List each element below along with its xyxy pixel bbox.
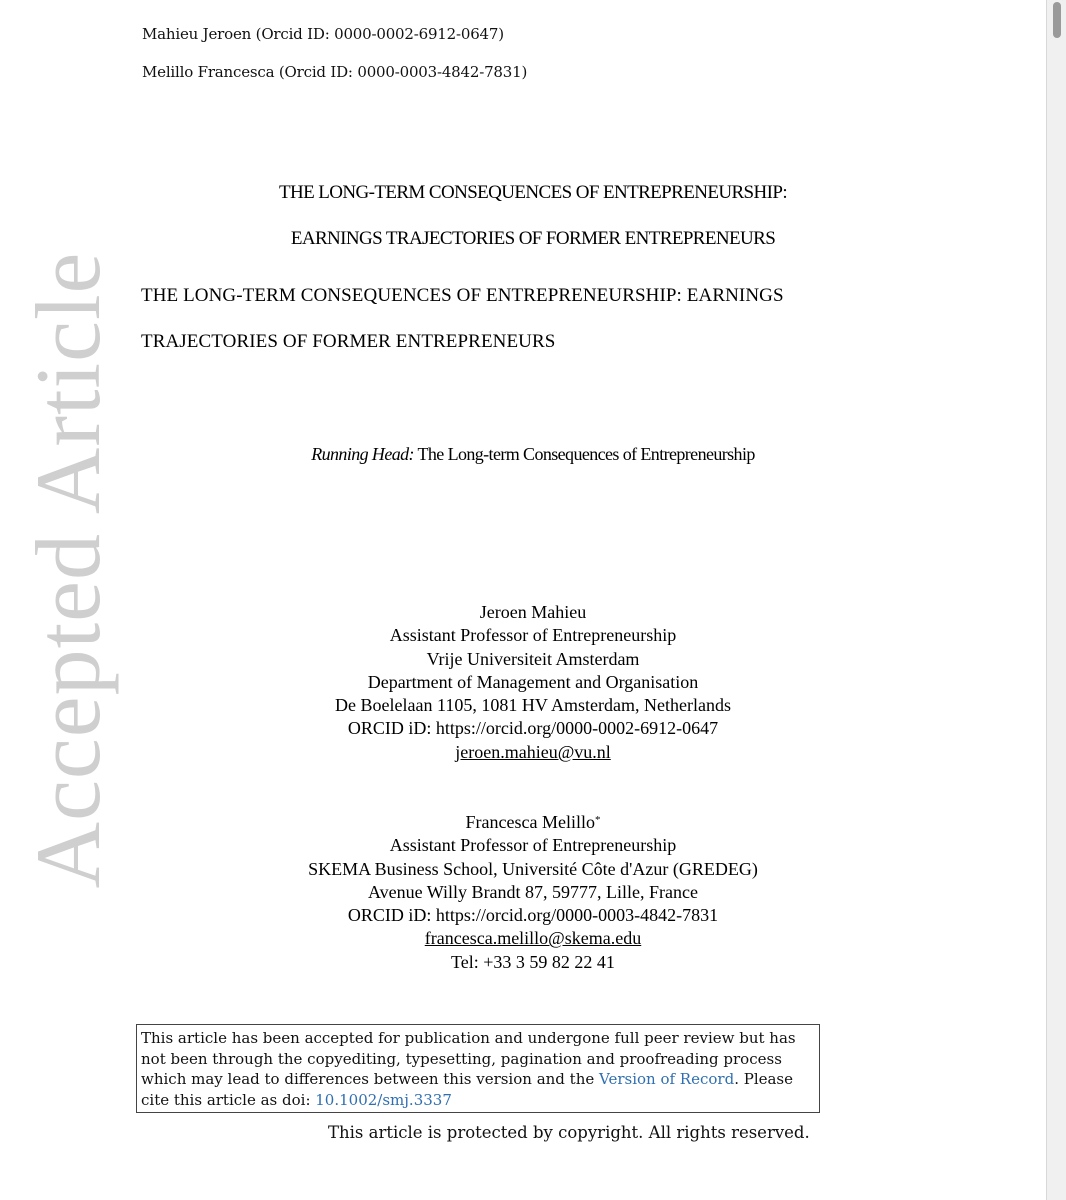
orcid-line-melillo: Melillo Francesca (Orcid ID: 0000-0003-4842-7831)	[142, 63, 528, 81]
title-left-line-1: THE LONG-TERM CONSEQUENCES OF ENTREPRENEURSHIP: EARNINGS	[141, 285, 784, 306]
notice-text-cont: . Please cite this article as doi:	[141, 1070, 794, 1109]
author-address: De Boelelaan 1105, 1081 HV Amsterdam, Netherlands	[335, 695, 731, 716]
author-orcid: ORCID iD: https://orcid.org/0000-0003-4842-7831	[347, 905, 719, 926]
author-tel: Tel: +33 3 59 82 22 41	[451, 951, 615, 972]
author-address: Avenue Willy Brandt 87, 59777, Lille, France	[367, 881, 699, 902]
author-orcid: ORCID iD: https://orcid.org/0000-0002-6912-0647	[347, 718, 719, 739]
accepted-article-notice	[136, 1024, 820, 1113]
author-institution: SKEMA Business School, Université Côte d'Azur (GREDEG)	[308, 858, 758, 879]
title-left-line-2: TRAJECTORIES OF FORMER ENTREPRENEURS	[141, 331, 556, 352]
title-centered-line-2: EARNINGS TRAJECTORIES OF FORMER ENTREPRENEURS	[290, 228, 776, 249]
orcid-line-mahieu: Mahieu Jeroen (Orcid ID: 0000-0002-6912-0647)	[142, 25, 504, 43]
copyright-notice: This article is protected by copyright. All rights reserved.	[328, 1123, 810, 1142]
author-name: Jeroen Mahieu	[479, 602, 587, 622]
scrollbar-thumb[interactable]	[1053, 2, 1061, 38]
author-email-link[interactable]: francesca.melillo@skema.edu	[424, 928, 642, 949]
running-head	[0, 444, 1066, 465]
title-centered-line-1: THE LONG-TERM CONSEQUENCES OF ENTREPRENEURSHIP:	[278, 182, 788, 203]
author-block-mahieu	[0, 601, 1066, 764]
author-position: Assistant Professor of Entrepreneurship	[389, 625, 677, 646]
author-institution: Vrije Universiteit Amsterdam	[426, 648, 640, 669]
corresponding-author-marker: *	[594, 814, 601, 826]
version-of-record-link[interactable]: Version of Record	[599, 1070, 735, 1088]
author-name: Francesca Melillo	[465, 812, 595, 832]
running-head-label: Running Head:	[311, 444, 414, 464]
accepted-article-watermark: Accepted Article	[17, 251, 119, 889]
author-email-link[interactable]: jeroen.mahieu@vu.nl	[455, 741, 611, 762]
author-block-melillo	[0, 811, 1066, 974]
author-department: Department of Management and Organisation	[367, 671, 699, 692]
running-head-text: The Long-term Consequences of Entrepreneurship	[413, 444, 755, 464]
vertical-scrollbar[interactable]	[1046, 0, 1066, 1200]
author-position: Assistant Professor of Entrepreneurship	[389, 835, 677, 856]
doi-link[interactable]: 10.1002/smj.3337	[315, 1090, 452, 1109]
notice-text: This article has been accepted for publication and undergone full peer review but has not been through the copyediting, typesetting, pagination and proofreading process which may lead to differences between this version and the	[141, 1029, 796, 1088]
